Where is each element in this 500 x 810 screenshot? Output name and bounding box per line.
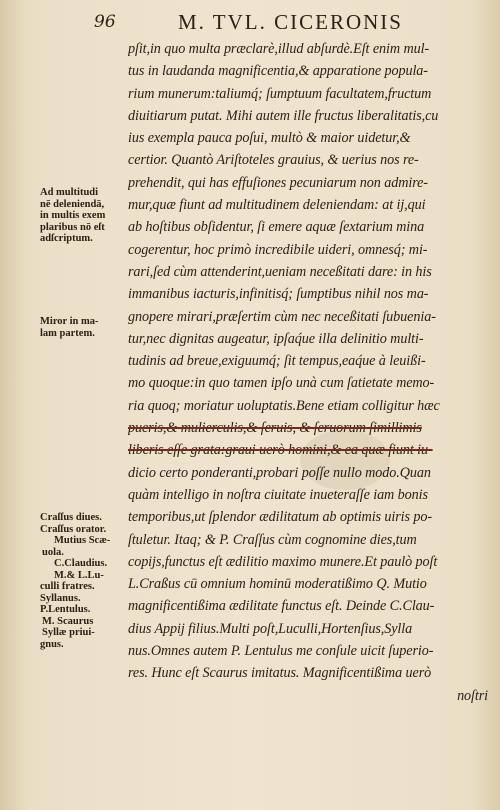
margin-line: nē deleniendā, [40,198,105,210]
margin-line: uola. [42,546,64,558]
text-line: pſit,in quo multa præclarè,illud abſurdè.Eſt enim mul- [128,41,430,57]
text-line: dius Appij filius.Multi poſt,Luculli,Hortenſius,Sylla [128,620,413,637]
margin-line: lam partem. [40,327,95,339]
margin-line: M.& L.Lu- [54,569,104,581]
margin-line: in multis exem [40,210,106,221]
text-line: magnificentißima ædilitate functus eſt. Deinde C.Clau- [128,598,435,615]
main-text-block [128,38,492,707]
text-line: ab hoſtibus obſidentur, ſi emere aquæ ſextarium mina [128,219,425,236]
margin-line: Miror in ma- [40,316,99,327]
page-number: 96 [94,12,116,32]
margin-line: Syllæ priui- [42,627,95,638]
margin-line: Syllanus. [40,592,81,604]
margin-line: Ad multitudi [40,187,99,198]
text-line: mur,quæ fiunt ad multitudinem deleniendam: at ij,qui [128,197,426,214]
margin-line: Craſſus orator. [40,523,107,535]
margin-line: P.Lentulus. [40,604,91,615]
text-line: mo quoque:in quo tamen ipſo unà cum ſatietate memo- [128,375,435,392]
margin-line: Mutius Scæ- [54,535,111,546]
text-line: copijs,functus eſt ædilitio maximo munere.Et paulò poſt [128,553,438,570]
text-line: temporibus,ut ſplendor ædilitatum ab optimis uiris po- [128,509,432,526]
text-line-struck: liberis eſſe grata:graui uerò homini,& ea quæ fiunt iu- [128,442,433,459]
margin-line: plaribus nō eſt [40,221,105,233]
text-line: rari,ſed cùm attenderint,ueniam neceßitati dare: in his [128,263,432,280]
text-line: rium munerum:taliumq́; ſumptuum facultatem,fructum [128,85,432,102]
margin-line: M. Scaurus [42,615,94,627]
margin-note-multitudo [40,187,126,245]
margin-line: C.Claudius. [54,558,108,569]
running-head: M. TVL. CICERONIS [178,10,403,34]
text-line: certior. Quantò Ariſtoteles grauius, & uerius nos re- [128,152,419,169]
text-line-struck: pueris,& mulierculis,& ſeruis, & ſeruorum ſimillimis [128,420,422,437]
text-line: ria quoq; moriatur uoluptatis.Bene etiam colligitur hæc [128,397,440,414]
margin-line: adſcriptum. [40,233,93,244]
page-header [0,10,500,36]
text-line: gnopere mirari,præſertim cùm nec neceßitati ſubuenia- [128,308,436,325]
catchword: noſtri [457,687,488,704]
text-line: ius exempla pauca poſui, multò & maior uidetur,& [128,130,411,147]
text-line: L.Craßus cū omnium hominū moderatißimo Q. Mutio [128,576,427,593]
text-line: tus in laudanda magnificentia,& apparatione popula- [128,63,428,80]
margin-line: culli fratres. [40,581,95,592]
text-line: immanibus iacturis,infinitisq́; ſumptibus nihil nos ma- [128,286,429,303]
text-line: quàm intelligo in noſtra ciuitate inueteraſſe iam bonis [128,486,428,503]
text-line: tudinis ad breue,exiguumq́; ſit tempus,eaq́ue à leuißi- [128,353,426,370]
text-line: dicio certo ponderanti,probari poſſe nullo modo.Quan [128,464,431,481]
text-line: tur,nec dignitas augeatur, ipſaq́ue illa delinitio multi- [128,330,424,347]
text-line: cogerentur, hoc primò incredibile uideri, omnesq́; mi- [128,241,428,258]
text-line: diuitiarum putat. Mihi autem ille fructus liberalitatis,cu [128,107,439,124]
text-line: res. Hunc eſt Scaurus imitatus. Magnificentißima uerò [128,665,432,682]
margin-line: Craſſus diues. [40,512,102,523]
text-line: prehendit, qui has effuſiones pecuniarum non admire- [128,174,428,191]
margin-note-crassus [40,512,126,650]
margin-note-miror [40,316,126,339]
margin-line: gnus. [40,638,64,650]
text-line: ſtuletur. Itaq; & P. Craſſus cùm cognomine dies,tum [128,531,417,548]
text-line: nus.Omnes autem P. Lentulus me conſule uicit ſuperio- [128,643,434,660]
